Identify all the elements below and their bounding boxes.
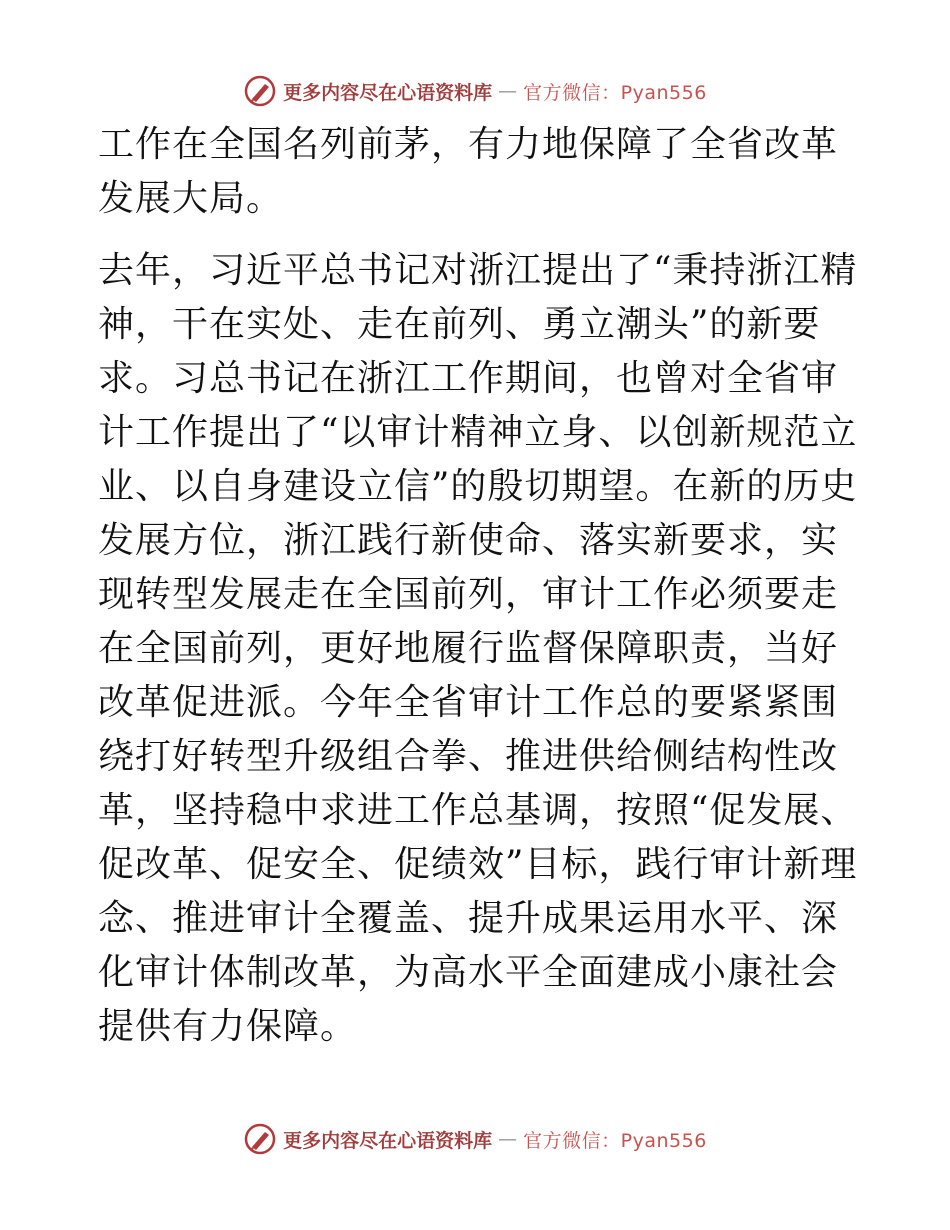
- banner-separator: —: [498, 80, 518, 102]
- banner-wechat: 官方微信：Pyan556: [523, 81, 707, 104]
- header-watermark-banner: [0, 71, 950, 111]
- banner-text: 更多内容尽在心语资料库: [283, 81, 493, 104]
- paragraph-2: 去年，习近平总书记对浙江提出了“秉持浙江精神，干在实处、走在前列、勇立潮头”的新要求。习总书记在浙江工作期间，也曾对全省审计工作提出了“以审计精神立身、以创新规范立业、以自身建设立信”的殷切期望。在新的历史发展方位，浙江践行新使命、落实新要求，实现转型发展走在全国前列，审计工作必须要走在全国前列，更好地履行监督保障职责，当好改革促进派。今年全省审计工作总的要紧紧围绕打好转型升级组合拳、推进供给侧结构性改革，坚持稳中求进工作总基调，按照“促发展、促改革、促安全、促绩效”目标，践行审计新理念、推进审计全覆盖、提升成果运用水平、深化审计体制改革，为高水平全面建成小康社会提供有力保障。: [98, 250, 858, 1047]
- banner-text: 更多内容尽在心语资料库: [283, 1129, 493, 1152]
- pen-circle-logo-icon: [243, 74, 277, 108]
- pen-circle-logo-icon: [243, 1122, 277, 1156]
- banner-wechat: 官方微信：Pyan556: [523, 1129, 707, 1152]
- document-body: [98, 118, 858, 1054]
- footer-watermark-banner: [0, 1119, 950, 1159]
- paragraph-1: 工作在全国名列前茅，有力地保障了全省改革发展大局。: [98, 124, 839, 219]
- banner-separator: —: [498, 1128, 518, 1150]
